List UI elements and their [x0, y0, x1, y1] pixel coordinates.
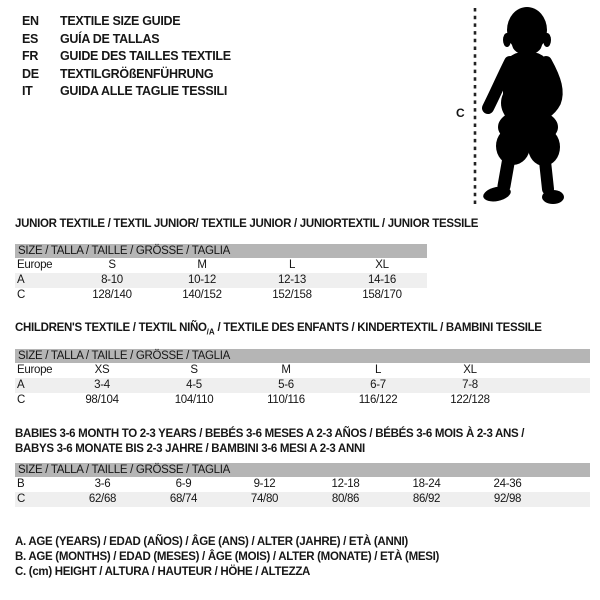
row-label: Europe — [17, 259, 53, 271]
title-part: / TEXTILE DES ENFANTS / KINDERTEXTIL / BAMBINI TESSILE — [214, 322, 542, 334]
lang-title: GUIDE DES TAILLES TEXTILE — [60, 49, 231, 63]
size-figure — [440, 0, 600, 215]
table-row — [15, 258, 427, 273]
cell: 110/116 — [267, 394, 305, 407]
footnote-c: C. (cm) HEIGHT / ALTURA / HAUTEUR / HÖHE / ALTEZZA — [15, 566, 311, 578]
lang-row-es — [22, 31, 231, 49]
table-row — [15, 378, 590, 393]
cell: 5-6 — [278, 379, 294, 392]
childrens-textile-section — [15, 322, 590, 408]
title-subscript: /A — [206, 327, 215, 337]
cell: XL — [463, 364, 477, 377]
cell: 122/128 — [450, 394, 490, 407]
cell: 9-12 — [253, 478, 276, 490]
lang-code: FR — [22, 49, 39, 63]
cell: 74/80 — [250, 493, 279, 505]
childrens-size-header-bar: SIZE / TALLA / TAILLE / GRÖSSE / TAGLIA — [15, 349, 590, 363]
lang-row-it — [22, 83, 231, 101]
table-row — [15, 363, 590, 378]
cell: S — [108, 259, 116, 271]
cell: 14-16 — [368, 274, 396, 286]
babies-textile-section — [15, 427, 590, 507]
title-line-2: BABYS 3-6 MONATE BIS 2-3 JAHRE / BAMBINI 3-6 MESI A 2-3 ANNI — [15, 443, 365, 455]
childrens-table-title — [15, 322, 590, 338]
cell: 128/140 — [92, 289, 132, 301]
lang-code: DE — [22, 66, 39, 81]
lang-row-de — [22, 66, 231, 84]
cell: 116/122 — [358, 394, 398, 407]
cell: XL — [375, 259, 389, 271]
cell: 104/110 — [174, 394, 214, 407]
cell: 18-24 — [412, 478, 441, 490]
cell: L — [374, 364, 382, 377]
height-measure-label: C — [456, 106, 465, 120]
cell: 86/92 — [412, 493, 441, 505]
row-label: A — [17, 379, 25, 392]
lang-title: GUÍA DE TALLAS — [60, 31, 160, 46]
lang-title: TEXTILE SIZE GUIDE — [60, 14, 181, 28]
cell: 8-10 — [101, 274, 123, 286]
title-line-1: BABIES 3-6 MONTH TO 2-3 YEARS / BEBÉS 3-6 MESES A 2-3 AÑOS / BÉBÉS 3-6 MOIS À 2-3 ANS / — [15, 428, 525, 440]
lang-title: TEXTILGRÖßENFÜHRUNG — [60, 66, 214, 81]
footnotes — [15, 535, 439, 580]
cell: 6-9 — [175, 478, 192, 490]
cell: 24-36 — [493, 478, 522, 490]
row-label: C — [17, 493, 26, 505]
cell: 140/152 — [182, 289, 222, 301]
lang-row-en — [22, 13, 231, 31]
junior-size-header-bar: SIZE / TALLA / TAILLE / GRÖSSE / TAGLIA — [15, 244, 427, 258]
table-row — [15, 393, 590, 408]
row-label: C — [17, 394, 26, 407]
lang-code: ES — [22, 31, 39, 46]
cell: 98/104 — [85, 394, 119, 407]
cell: 12-18 — [331, 478, 360, 490]
footnote-a: A. AGE (YEARS) / EDAD (AÑOS) / ÂGE (ANS) / ALTER (JAHRE) / ETÀ (ANNI) — [15, 536, 408, 548]
lang-code: IT — [22, 84, 33, 98]
lang-code: EN — [22, 14, 39, 28]
cell: 92/98 — [493, 493, 522, 505]
cell: 6-7 — [370, 379, 386, 392]
language-header — [22, 13, 231, 101]
lang-title: GUIDA ALLE TAGLIE TESSILI — [60, 84, 228, 98]
junior-table-title: JUNIOR TEXTILE / TEXTIL JUNIOR/ TEXTILE JUNIOR / JUNIORTEXTIL / JUNIOR TESSILE — [15, 218, 479, 230]
cell: 62/68 — [88, 493, 117, 505]
cell: M — [197, 259, 207, 271]
babies-size-header-bar: SIZE / TALLA / TAILLE / GRÖSSE / TAGLIA — [15, 463, 590, 477]
row-label: A — [17, 274, 25, 286]
row-label: B — [17, 478, 25, 490]
cell: M — [281, 364, 291, 377]
cell: 12-13 — [278, 274, 306, 286]
cell: 3-6 — [94, 478, 111, 490]
cell: 158/170 — [362, 289, 402, 301]
table-row — [15, 288, 427, 303]
table-row — [15, 273, 427, 288]
lang-row-fr — [22, 48, 231, 66]
title-part: CHILDREN'S TEXTILE / TEXTIL NIÑO — [15, 322, 207, 334]
cell: 10-12 — [188, 274, 216, 286]
cell: 7-8 — [462, 379, 478, 392]
junior-textile-section — [15, 218, 479, 303]
babies-table-title — [15, 427, 590, 457]
cell: L — [288, 259, 296, 271]
cell: S — [190, 364, 198, 377]
row-label: C — [17, 289, 26, 301]
cell: XS — [94, 364, 110, 377]
cell: 68/74 — [169, 493, 198, 505]
table-row — [15, 477, 590, 492]
table-row — [15, 492, 590, 507]
cell: 152/158 — [272, 289, 312, 301]
cell: 3-4 — [94, 379, 110, 392]
row-label: Europe — [17, 364, 53, 377]
cell: 80/86 — [331, 493, 360, 505]
footnote-b: B. AGE (MONTHS) / EDAD (MESES) / ÂGE (MOIS) / ALTER (MONATE) / ETÀ (MESI) — [15, 551, 440, 563]
baby-silhouette — [482, 7, 564, 204]
cell: 4-5 — [186, 379, 202, 392]
